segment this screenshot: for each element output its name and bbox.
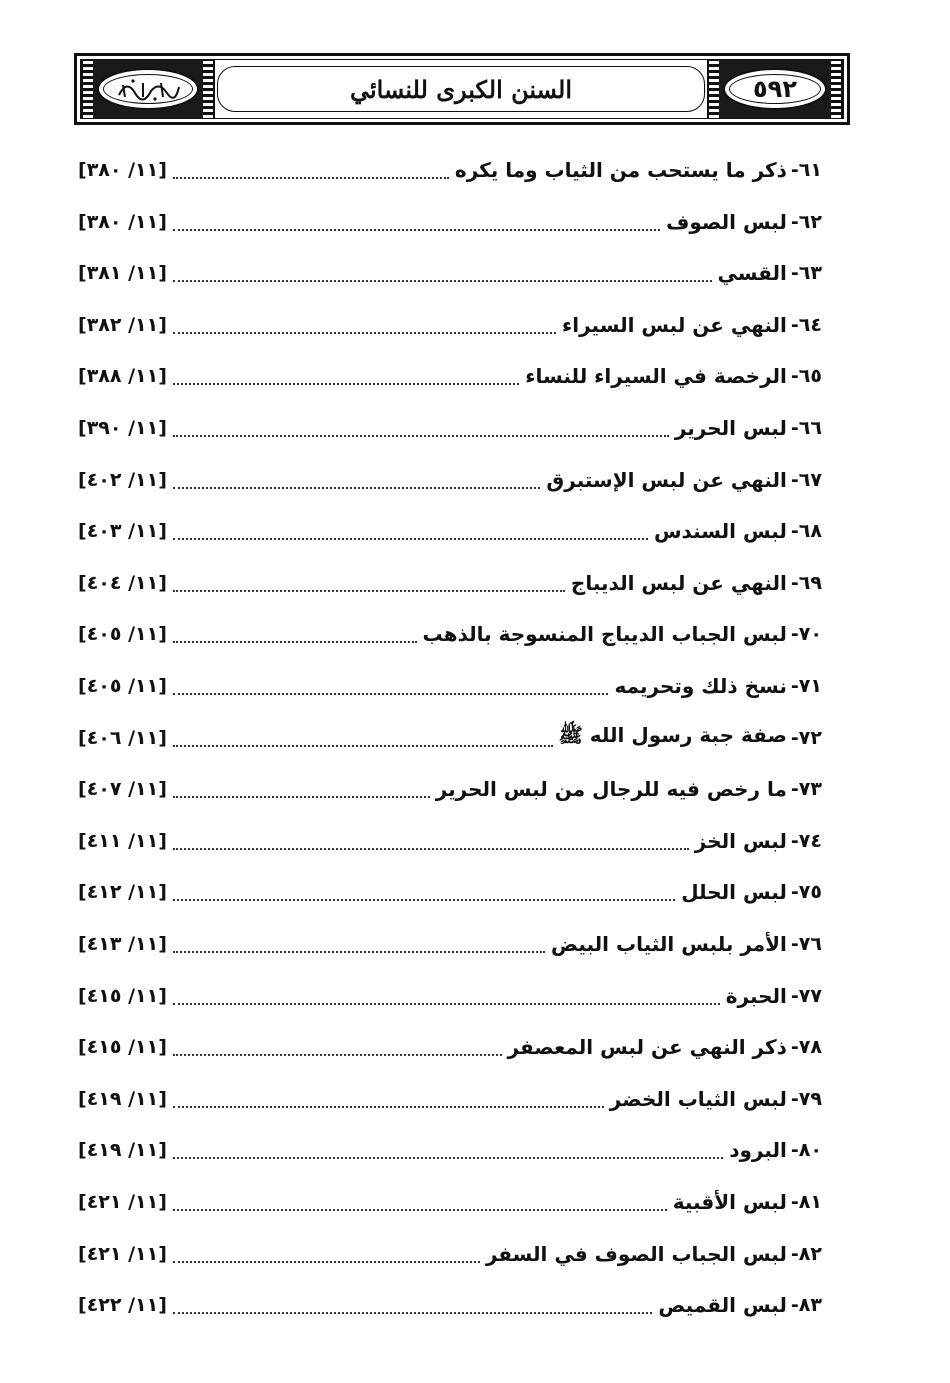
toc-entry: [78, 253, 822, 293]
dot-leader: [173, 1054, 502, 1056]
emblem-oval: [97, 68, 199, 110]
entry-page-reference: [١١/ ٤٠٧]: [78, 778, 167, 801]
entry-page-reference: [١١/ ٣٨٨]: [78, 365, 167, 388]
entry-title: النهي عن لبس الديباج: [570, 570, 787, 595]
entry-title: لبس الثياب الخضر: [609, 1086, 787, 1111]
toc-entry: [78, 202, 822, 242]
entry-page-reference: [١١/ ٣٨٠]: [78, 210, 167, 233]
title-frame: [217, 66, 705, 112]
entry-title: لبس السندس: [653, 519, 787, 544]
entry-title: نسخ ذلك وتحريمه: [614, 674, 787, 698]
toc-entry: [78, 1182, 822, 1222]
toc-entry: [78, 614, 822, 654]
emblem-ornament: [81, 60, 215, 118]
dot-leader: [173, 435, 669, 437]
dot-leader: [173, 899, 675, 901]
toc-entry: [78, 511, 822, 551]
entry-number: ٦٨-: [790, 520, 822, 543]
entry-title: لبس الجباب الديباج المنسوجة بالذهب: [422, 622, 787, 647]
entry-title: ذكر ما يستحب من الثياب وما يكره: [454, 158, 787, 182]
dot-leader: [173, 487, 540, 489]
entry-title: لبس القميص: [658, 1293, 787, 1318]
entry-page-reference: [١١/ ٤١١]: [78, 829, 167, 852]
entry-title: لبس الصوف: [666, 209, 787, 234]
entry-title: النهي عن لبس الإستبرق: [546, 467, 787, 492]
entry-page-reference: [١١/ ٣٩٠]: [78, 417, 167, 439]
entry-number: ٦٧-: [790, 468, 822, 491]
toc-entry: [78, 821, 822, 861]
entry-page-reference: [١١/ ٤٠٦]: [78, 726, 167, 749]
toc-entry: [78, 924, 822, 964]
entry-page-reference: [١١/ ٤٠٢]: [78, 468, 167, 491]
entry-number: ٦٦-: [790, 417, 822, 439]
entry-title: ما رخص فيه للرجال من لبس الحرير: [435, 777, 787, 802]
entry-page-reference: [١١/ ٤٠٣]: [78, 520, 167, 543]
entry-number: ٧٠-: [790, 623, 822, 646]
dot-leader: [173, 1261, 480, 1263]
toc-entry: [78, 356, 822, 396]
dot-leader: [173, 848, 689, 850]
entry-number: ٧٩-: [790, 1087, 822, 1110]
dot-leader: [173, 383, 519, 385]
page-number: ٥٩٢: [753, 75, 797, 103]
dot-leader: [173, 590, 565, 592]
dot-leader: [173, 280, 712, 282]
toc-entry: [78, 666, 822, 706]
entry-number: ٧٦-: [790, 933, 822, 955]
dot-leader: [173, 693, 609, 695]
entry-number: ٨٢-: [790, 1242, 822, 1265]
toc-entry: [78, 1079, 822, 1119]
toc-entry: [78, 1285, 822, 1325]
toc-entry: [78, 1027, 822, 1067]
entry-number: ٨٣-: [790, 1294, 822, 1317]
toc-entry: [78, 872, 822, 912]
entry-page-reference: [١١/ ٤٠٥]: [78, 623, 167, 646]
entry-page-reference: [١١/ ٤١٣]: [78, 933, 167, 955]
entry-title: الأمر بلبس الثياب البيض: [551, 932, 787, 956]
entry-number: ٧٧-: [790, 984, 822, 1007]
entry-page-reference: [١١/ ٤١٩]: [78, 1087, 167, 1110]
page-number-oval: [723, 68, 827, 110]
toc-entry: [78, 305, 822, 345]
toc-entry: [78, 460, 822, 500]
dot-leader: [173, 641, 417, 643]
entry-number: ٦٥-: [790, 365, 822, 388]
entry-page-reference: [١١/ ٤٠٥]: [78, 675, 167, 697]
toc-entry: [78, 1234, 822, 1274]
entry-page-reference: [١١/ ٣٨٠]: [78, 159, 167, 181]
entry-number: ٦٤-: [790, 313, 822, 336]
entry-page-reference: [١١/ ٤٢١]: [78, 1191, 167, 1213]
dot-leader: [173, 951, 545, 953]
toc-entry: [78, 408, 822, 448]
entry-title: البرود: [729, 1138, 787, 1163]
calligraphy-emblem-icon: [113, 75, 183, 103]
toc-entry: [78, 563, 822, 603]
dot-leader: [173, 796, 430, 798]
entry-title: الرخصة في السيراء للنساء: [525, 364, 787, 389]
entry-number: ٧٢-: [790, 726, 822, 749]
dot-leader: [173, 1209, 667, 1211]
book-title: السنن الكبرى للنسائي: [349, 74, 573, 104]
page-header: [74, 53, 850, 125]
entry-page-reference: [١١/ ٤١٥]: [78, 1036, 167, 1059]
entry-title: القسي: [717, 261, 787, 286]
entry-page-reference: [١١/ ٤١٢]: [78, 881, 167, 904]
entry-title: لبس الأقبية: [672, 1190, 787, 1214]
entry-title: ذكر النهي عن لبس المعصفر: [507, 1035, 787, 1060]
header-frame: [80, 59, 844, 119]
dot-leader: [173, 229, 660, 231]
dot-leader: [173, 1003, 720, 1005]
dot-leader: [173, 1106, 604, 1108]
dot-leader: [173, 177, 449, 179]
toc-entry: [78, 976, 822, 1016]
dot-leader: [173, 745, 553, 747]
entry-page-reference: [١١/ ٣٨١]: [78, 262, 167, 285]
entry-page-reference: [١١/ ٤٢٢]: [78, 1294, 167, 1317]
entry-page-reference: [١١/ ٤١٩]: [78, 1139, 167, 1162]
entry-number: ٧٣-: [790, 778, 822, 801]
entry-number: ٦٣-: [790, 262, 822, 285]
dot-leader: [173, 332, 556, 334]
entry-title: صفة جبة رسول الله ﷺ: [558, 723, 787, 748]
entry-number: ٨١-: [790, 1191, 822, 1213]
dot-leader: [173, 1312, 652, 1314]
entry-number: ٨٠-: [790, 1139, 822, 1162]
entry-title: لبس الحلل: [681, 880, 787, 905]
dot-leader: [173, 538, 648, 540]
entry-page-reference: [١١/ ٤٢١]: [78, 1242, 167, 1265]
toc-entry: [78, 1130, 822, 1170]
page-number-ornament: [707, 60, 843, 118]
entry-title: لبس الخز: [694, 828, 787, 853]
entry-page-reference: [١١/ ٤٠٤]: [78, 571, 167, 594]
toc-entry: [78, 769, 822, 809]
entry-number: ٧٤-: [790, 829, 822, 852]
entry-number: ٧١-: [790, 675, 822, 697]
entry-page-reference: [١١/ ٤١٥]: [78, 984, 167, 1007]
entry-number: ٦٢-: [790, 210, 822, 233]
entry-number: ٧٥-: [790, 881, 822, 904]
entry-title: الحبرة: [725, 983, 787, 1008]
entry-number: ٦١-: [790, 159, 822, 181]
entry-title: النهي عن لبس السيراء: [562, 312, 787, 337]
entry-page-reference: [١١/ ٣٨٢]: [78, 313, 167, 336]
entry-title: لبس الجباب الصوف في السفر: [485, 1241, 787, 1266]
entry-number: ٧٨-: [790, 1036, 822, 1059]
toc-entry: [78, 150, 822, 190]
dot-leader: [173, 1157, 723, 1159]
entry-number: ٦٩-: [790, 571, 822, 594]
entry-title: لبس الحرير: [674, 416, 787, 440]
toc-entry: [78, 718, 822, 758]
